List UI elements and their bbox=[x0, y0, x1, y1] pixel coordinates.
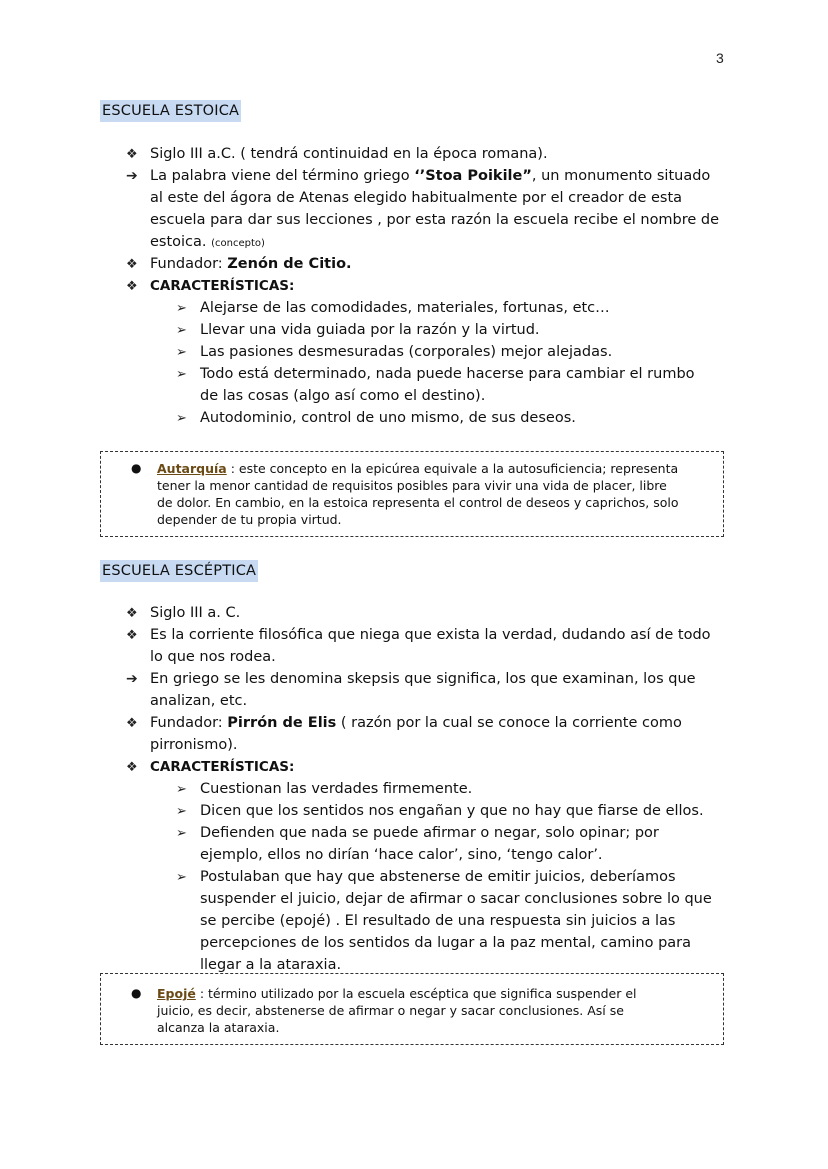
list-item-text: CARACTERÍSTICAS: bbox=[150, 278, 295, 294]
diamond-bullet-icon: ❖ bbox=[126, 257, 138, 272]
list-item-text: Fundador: Pirrón de Elis ( razón por la cual se conoce la corriente como bbox=[150, 715, 682, 731]
sub-item-text: Defienden que nada se puede afirmar o negar, solo opinar; por bbox=[200, 825, 659, 841]
diamond-bullet-icon: ❖ bbox=[126, 760, 138, 775]
page-number: 3 bbox=[716, 50, 724, 66]
sub-item-text: Autodominio, control de uno mismo, de sus deseos. bbox=[200, 410, 576, 426]
arrowhead-bullet-icon: ➢ bbox=[176, 870, 187, 885]
list-item-text: Siglo III a. C. bbox=[150, 605, 241, 621]
arrowhead-bullet-icon: ➢ bbox=[176, 826, 187, 841]
section-heading-esceptica: ESCUELA ESCÉPTICA bbox=[100, 560, 258, 582]
round-bullet-icon: ● bbox=[131, 461, 142, 475]
sub-item-text: Cuestionan las verdades firmemente. bbox=[200, 781, 473, 797]
sub-item-text: Llevar una vida guiada por la razón y la virtud. bbox=[200, 322, 540, 338]
term-epoje: Epojé bbox=[157, 986, 196, 1001]
sub-item-text: Las pasiones desmesuradas (corporales) mejor alejadas. bbox=[200, 344, 613, 360]
definition-text: de dolor. En cambio, en la estoica representa el control de deseos y caprichos, solo bbox=[157, 495, 679, 510]
definition-text: alcanza la ataraxia. bbox=[157, 1020, 280, 1035]
arrowhead-bullet-icon: ➢ bbox=[176, 367, 187, 382]
sub-item-text: ejemplo, ellos no dirían ‘hace calor’, sino, ‘tengo calor’. bbox=[200, 847, 603, 863]
arrow-bullet-icon: ➔ bbox=[126, 671, 138, 687]
definition-text: Epojé : término utilizado por la escuela escéptica que significa suspender el bbox=[157, 986, 637, 1001]
sub-item-text: se percibe (epojé) . El resultado de una respuesta sin juicios a las bbox=[200, 913, 676, 929]
term-autarquia: Autarquía bbox=[157, 461, 227, 476]
list-item-text: lo que nos rodea. bbox=[150, 649, 276, 665]
list-item-text: La palabra viene del término griego ‘’Stoa Poikile”, un monumento situado bbox=[150, 168, 711, 184]
definition-text: juicio, es decir, abstenerse de afirmar o negar y sacar conclusiones. Así se bbox=[157, 1003, 624, 1018]
list-item-text: Es la corriente filosófica que niega que exista la verdad, dudando así de todo bbox=[150, 627, 711, 643]
list-item-text: escuela para dar sus lecciones , por esta razón la escuela recibe el nombre de bbox=[150, 212, 720, 228]
arrowhead-bullet-icon: ➢ bbox=[176, 323, 187, 338]
diamond-bullet-icon: ❖ bbox=[126, 716, 138, 731]
list-item-text: pirronismo). bbox=[150, 737, 238, 753]
definition-box-epoje bbox=[100, 973, 724, 1045]
sub-item-text: llegar a la ataraxia. bbox=[200, 957, 342, 973]
list-item-text: estoica. (concepto) bbox=[150, 234, 265, 250]
arrowhead-bullet-icon: ➢ bbox=[176, 411, 187, 426]
diamond-bullet-icon: ❖ bbox=[126, 147, 138, 162]
definition-text: tener la menor cantidad de requisitos posibles para vivir una vida de placer, libre bbox=[157, 478, 667, 493]
arrow-bullet-icon: ➔ bbox=[126, 168, 138, 184]
sub-item-text: Todo está determinado, nada puede hacerse para cambiar el rumbo bbox=[200, 366, 695, 382]
diamond-bullet-icon: ❖ bbox=[126, 628, 138, 643]
diamond-bullet-icon: ❖ bbox=[126, 279, 138, 294]
list-item-text: CARACTERÍSTICAS: bbox=[150, 759, 295, 775]
arrowhead-bullet-icon: ➢ bbox=[176, 345, 187, 360]
sub-item-text: Alejarse de las comodidades, materiales, fortunas, etc… bbox=[200, 300, 610, 316]
sub-item-text: suspender el juicio, dejar de afirmar o sacar conclusiones sobre lo que bbox=[200, 891, 712, 907]
sub-item-text: Postulaban que hay que abstenerse de emitir juicios, deberíamos bbox=[200, 869, 676, 885]
list-item-text: Siglo III a.C. ( tendrá continuidad en la época romana). bbox=[150, 146, 548, 162]
sub-item-text: Dicen que los sentidos nos engañan y que no hay que fiarse de ellos. bbox=[200, 803, 704, 819]
arrowhead-bullet-icon: ➢ bbox=[176, 782, 187, 797]
sub-item-text: de las cosas (algo así como el destino). bbox=[200, 388, 486, 404]
arrowhead-bullet-icon: ➢ bbox=[176, 301, 187, 316]
round-bullet-icon: ● bbox=[131, 986, 142, 1000]
list-item-text: Fundador: Zenón de Citio. bbox=[150, 256, 352, 272]
list-item-text: al este del ágora de Atenas elegido habitualmente por el creador de esta bbox=[150, 190, 683, 206]
sub-item-text: percepciones de los sentidos da lugar a la paz mental, camino para bbox=[200, 935, 692, 951]
list-item-text: analizan, etc. bbox=[150, 693, 248, 709]
definition-text: depender de tu propia virtud. bbox=[157, 512, 342, 527]
note-concepto: (concepto) bbox=[211, 238, 265, 249]
diamond-bullet-icon: ❖ bbox=[126, 606, 138, 621]
section-heading-estoica: ESCUELA ESTOICA bbox=[100, 100, 241, 122]
definition-text: Autarquía : este concepto en la epicúrea equivale a la autosuficiencia; representa bbox=[157, 461, 679, 476]
list-item-text: En griego se les denomina skepsis que significa, los que examinan, los que bbox=[150, 671, 696, 687]
arrowhead-bullet-icon: ➢ bbox=[176, 804, 187, 819]
definition-box-autarquia bbox=[100, 451, 724, 537]
